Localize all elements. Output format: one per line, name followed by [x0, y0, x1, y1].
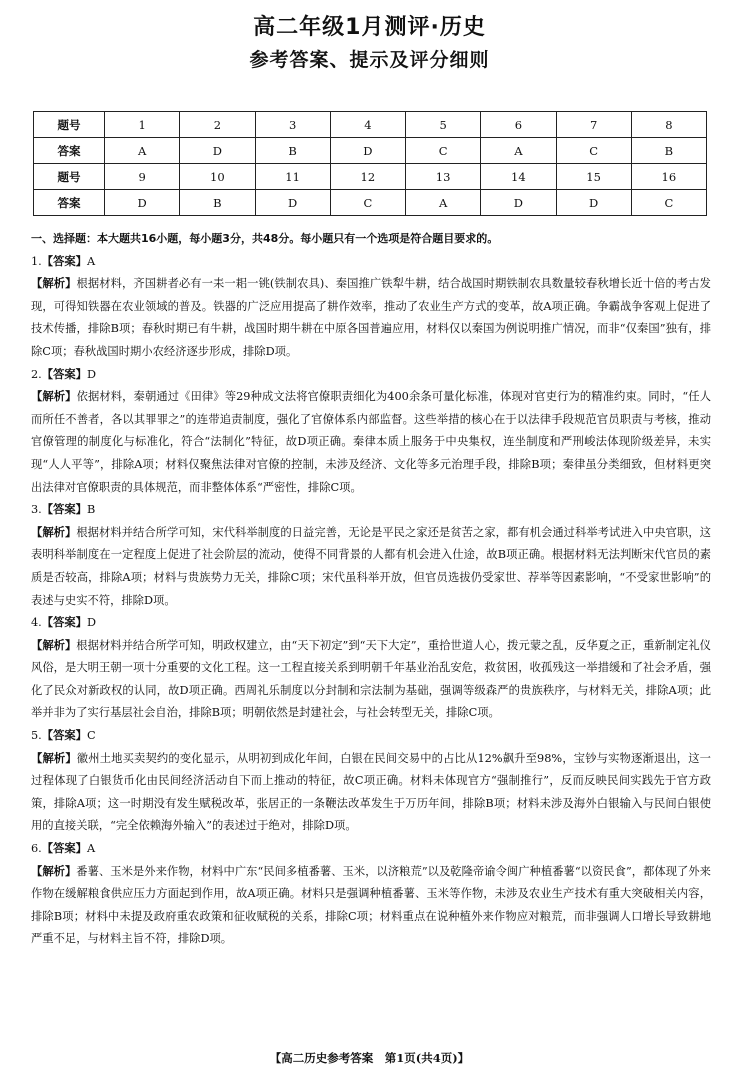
answer-table-cell: 1: [105, 112, 180, 138]
question-number: 2.: [31, 367, 42, 381]
answer-table-cell: 16: [631, 164, 706, 190]
answer-table-row-label: 答案: [34, 190, 105, 216]
question-item: [31, 251, 711, 364]
analysis-tag: 【解析】: [31, 525, 77, 539]
question-item: [31, 838, 711, 951]
answer-line: [31, 838, 711, 861]
answer-table-cell: A: [105, 138, 180, 164]
answer-explanations: [31, 228, 711, 951]
answer-table-row: [34, 190, 707, 216]
analysis-paragraph: [31, 522, 711, 612]
answer-table-cell: B: [180, 190, 255, 216]
answer-value: A: [86, 254, 96, 268]
question-number: 6.: [31, 842, 42, 856]
answer-table-cell: 8: [631, 112, 706, 138]
answer-table-row-label: 题号: [34, 112, 105, 138]
answer-table-cell: D: [330, 138, 405, 164]
answer-line: [31, 251, 711, 274]
question-item: [31, 499, 711, 612]
answer-table-cell: 4: [330, 112, 405, 138]
analysis-paragraph: [31, 748, 711, 838]
analysis-tag: 【解析】: [31, 638, 77, 652]
answer-table-cell: 2: [180, 112, 255, 138]
answer-line: [31, 499, 711, 522]
analysis-text: 番薯、玉米是外来作物，材料中广东“民间多植番薯、玉米，以济粮荒”以及乾隆帝谕令闽广种植番薯“以资民食”，都体现了外来作物在缓解粮食供应压力方面起到作用，故A项正确。材料只是强调种植番薯、玉米等作物，未涉及农业生产技术有重大突破相关内容，排除B项；材料中未提及政府重农政策和征收赋税的关系，排除C项；材料重点在说种植外来作物应对粮荒，而非强调人口增长导致耕地严重不足，与材料主旨不符，排除D项。: [31, 864, 711, 946]
answer-table-cell: C: [631, 190, 706, 216]
question-item: [31, 725, 711, 838]
analysis-text: 根据材料并结合所学可知，宋代科举制度的日益完善，无论是平民之家还是贫苦之家，都有机会通过科举考试进入中央官职，这表明科举制度在一定程度上促进了社会阶层的流动，使得不同背景的人都有机会进入仕途，故B项正确。根据材料无法判断宋代官员的素质是否较高，排除A项；材料与贵族势力无关，排除C项；宋代虽科举开放，但官员选拔仍受家世、荐举等因素影响，“不受家世影响”的表述与史实不符，排除D项。: [31, 525, 711, 607]
page-subtitle: 参考答案、提示及评分细则: [249, 49, 490, 71]
answer-table-cell: 11: [255, 164, 330, 190]
question-item: [31, 612, 711, 725]
answer-table-cell: 14: [481, 164, 556, 190]
analysis-tag: 【解析】: [31, 390, 77, 404]
analysis-paragraph: [31, 861, 711, 951]
answer-table-cell: B: [631, 138, 706, 164]
answer-table-cell: B: [255, 138, 330, 164]
answer-table-cell: A: [481, 138, 556, 164]
question-number: 1.: [31, 254, 42, 268]
analysis-tag: 【解析】: [31, 864, 77, 878]
answer-line: [31, 612, 711, 635]
answer-table-cell: D: [556, 190, 631, 216]
section-heading: 一、选择题：本大题共16小题，每小题3分，共48分。每小题只有一个选项是符合题目要求的。: [31, 232, 499, 245]
answer-tag: 【答案】: [41, 367, 87, 381]
answer-value: B: [86, 503, 96, 517]
answer-tag: 【答案】: [41, 842, 87, 856]
answer-table-cell: 7: [556, 112, 631, 138]
answer-table-cell: C: [406, 138, 481, 164]
answer-tag: 【答案】: [41, 503, 87, 517]
answer-value: C: [86, 729, 96, 743]
answer-table-cell: 15: [556, 164, 631, 190]
answer-tag: 【答案】: [41, 616, 87, 630]
answer-table: [33, 111, 707, 216]
answer-line: [31, 725, 711, 748]
analysis-text: 根据材料，齐国耕者必有一耒一耜一铫(铁制农具)、秦国推广铁犁牛耕，结合战国时期铁制农具数量较春秋增长近十倍的考古发现，可得知铁器在农业领域的普及。铁器的广泛应用提高了耕作效率，推动了农业生产方式的变革，故A项正确。争霸战争客观上促进了技术传播，排除B项；春秋时期已有牛耕，战国时期牛耕在中原各国普遍应用，材料仅以秦国为例说明推广情况，而非“仅秦国”独有，排除C项；春秋战国时期小农经济逐步形成，排除D项。: [31, 277, 711, 358]
answer-table-cell: A: [406, 190, 481, 216]
answer-table-cell: 13: [406, 164, 481, 190]
answer-table-cell: D: [255, 190, 330, 216]
answer-table-cell: D: [180, 138, 255, 164]
answer-tag: 【答案】: [41, 729, 87, 743]
answer-table-cell: D: [105, 190, 180, 216]
analysis-paragraph: [31, 635, 711, 725]
answer-table-row: [34, 138, 707, 164]
answer-value: A: [86, 842, 96, 856]
answer-tag: 【答案】: [41, 254, 87, 268]
answer-table-row-label: 题号: [34, 164, 105, 190]
answer-table-cell: C: [556, 138, 631, 164]
answer-table-row-label: 答案: [34, 138, 105, 164]
answer-line: [31, 364, 711, 387]
analysis-tag: 【解析】: [31, 277, 77, 291]
analysis-text: 依据材料，秦朝通过《田律》等29种成文法将官僚职责细化为400余条可量化标准，体现对官吏行为的精准约束。同时，“任人而所任不善者，各以其罪罪之”的连带追责制度，强化了官僚体系内部监督。这些举措的核心在于以法律手段规范官员职责与考核，推动官僚管理的制度化与标准化，符合“法制化”特征，故D项正确。秦律本质上服务于中央集权，连坐制度和严刑峻法体现阶级差异，未实现“人人平等”，排除A项；材料仅聚焦法律对官僚的控制，未涉及经济、文化等多元治理手段，排除B项；秦律虽分类细致，但材料更突出法律对官僚职责的具体规范，而非整体体系“严密性，排除C项。: [31, 390, 711, 494]
answer-value: D: [86, 616, 97, 630]
analysis-text: 根据材料并结合所学可知，明政权建立，由“天下初定”到“天下大定”，重拾世道人心，拨元蒙之乱，反华夏之正，重新制定礼仪风俗，是大明王朝一项十分重要的文化工程。这一工程直接关系到明朝千年基业治乱安危，救贫困，收孤残这一举措缓和了社会矛盾，强化了民众对新政权的认同，故D项正确。西周礼乐制度以分封制和宗法制为基础，强调等级森严的贵族秩序，与材料无关，排除A项；此举并非为了实行基层社会自治，排除B项；明朝依然是封建社会，与社会转型无关，排除C项。: [31, 638, 711, 720]
answer-table-cell: 3: [255, 112, 330, 138]
page-footer: 【高二历史参考答案 第1页(共4页)】: [269, 1051, 470, 1065]
question-item: [31, 364, 711, 500]
answer-table-cell: D: [481, 190, 556, 216]
question-number: 4.: [31, 616, 42, 630]
answer-table-cell: 12: [330, 164, 405, 190]
page-title: 高二年级1月测评·历史: [253, 15, 486, 40]
answer-table-cell: 9: [105, 164, 180, 190]
answer-table-cell: C: [330, 190, 405, 216]
answer-table-cell: 5: [406, 112, 481, 138]
answer-table-row: [34, 112, 707, 138]
answer-table-cell: 6: [481, 112, 556, 138]
question-number: 3.: [31, 503, 42, 517]
answer-table-row: [34, 164, 707, 190]
analysis-paragraph: [31, 273, 711, 363]
analysis-text: 徽州土地买卖契约的变化显示，从明初到成化年间，白银在民间交易中的占比从12%飙升至98%，宝钞与实物逐渐退出，这一过程体现了白银货币化由民间经济活动自下而上推动的特征，故C项正确。材料未体现官方“强制推行”，反而反映民间实践先于官方政策，排除A项；这一时期没有发生赋税改革，张居正的一条鞭法改革发生于万历年间，排除B项；材料未涉及海外白银输入与民间白银使用的直接关联，“完全依赖海外输入”的表述过于绝对，排除D项。: [31, 751, 711, 833]
question-number: 5.: [31, 729, 42, 743]
analysis-paragraph: [31, 386, 711, 499]
answer-table-cell: 10: [180, 164, 255, 190]
answer-value: D: [86, 367, 97, 381]
analysis-tag: 【解析】: [31, 751, 77, 765]
